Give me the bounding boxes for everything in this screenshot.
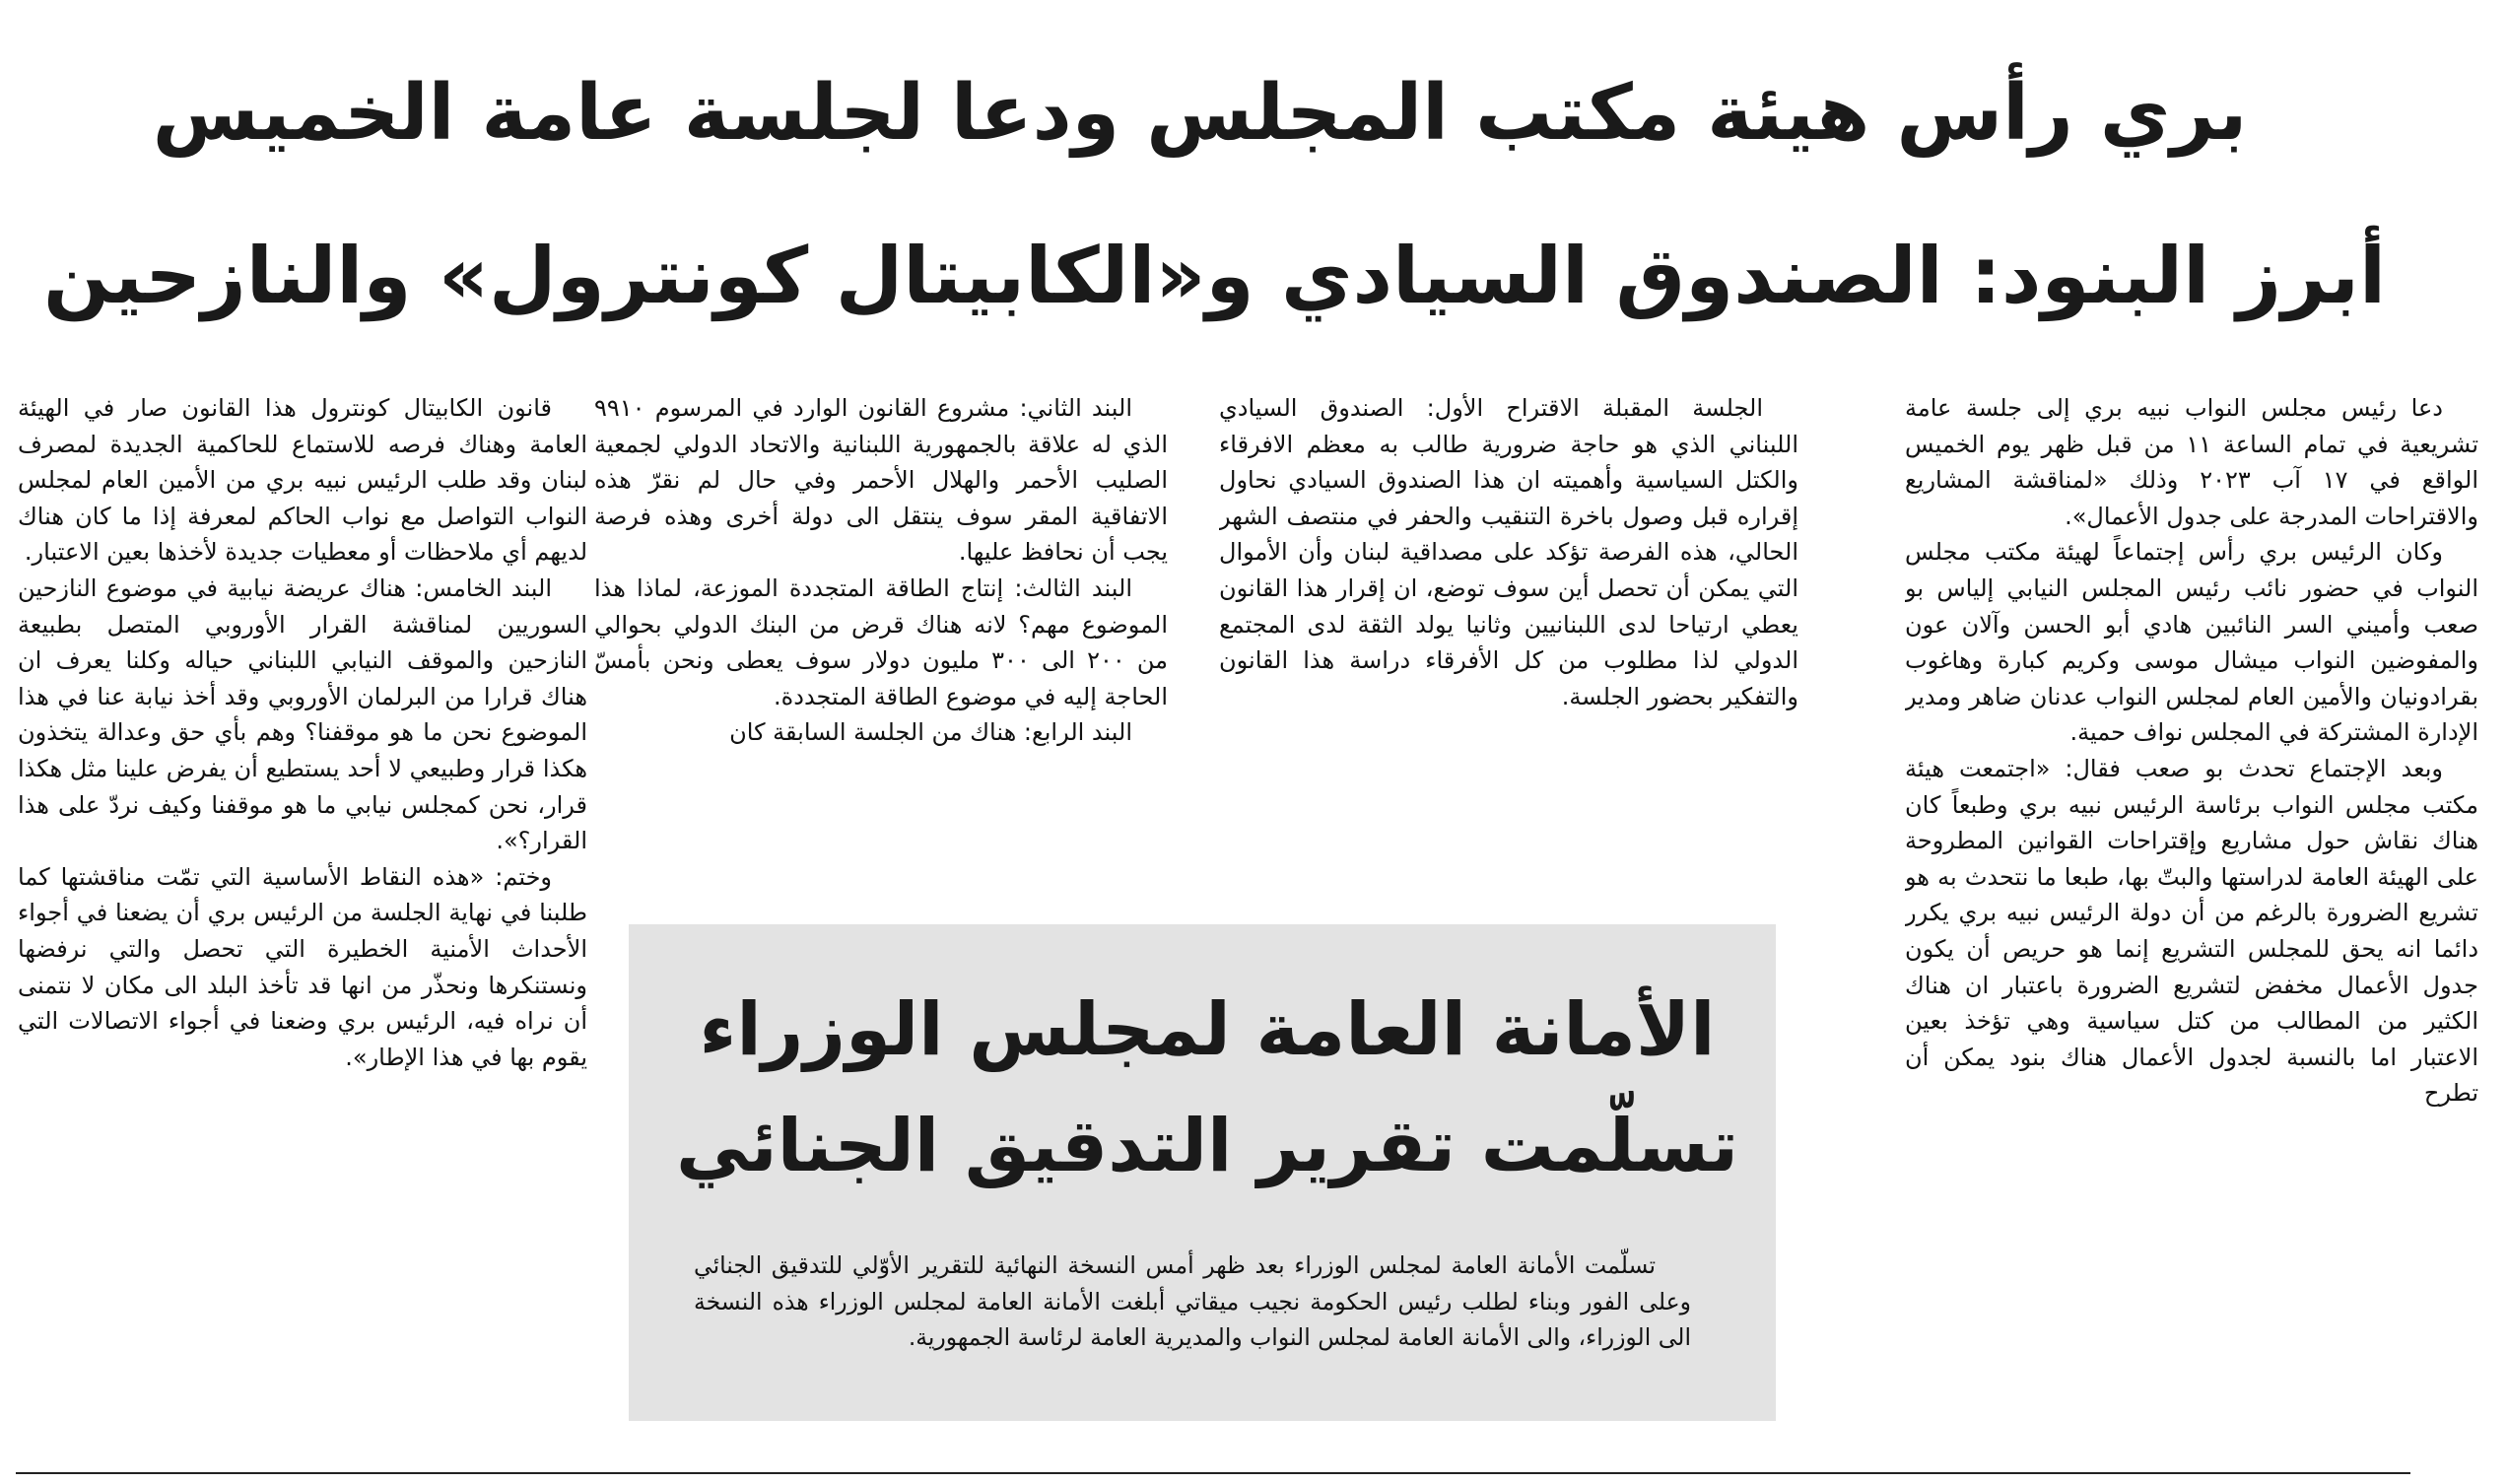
paragraph: وختم: «هذه النقاط الأساسية التي تمّت مناقشتها كما طلبنا في نهاية الجلسة من الرئيس بري أن يضعنا في أجواء الأحداث الأمنية الخطيرة التي تحصل والتي نرفضها ونستنكرها ونحذّر من انها قد تأخذ البلد الى مكان لا نتمنى أن نراه فيه، الرئيس بري وضعنا في أجواء الاتصالات التي يقوم بها في هذا الإطار». — [18, 862, 587, 1071]
bottom-divider — [16, 1472, 2410, 1474]
box-body — [694, 1248, 1691, 1356]
paragraph: الجلسة المقبلة الاقتراح الأول: الصندوق السيادي اللبناني الذي هو حاجة ضرورية طالب به معظم الافرقاء والكتل السياسية وأهميته ان هذا الصندوق السيادي نحاول إقراره قبل وصول باخرة التنقيب والحفر في منتصف الشهر الحالي، هذه الفرصة تؤكد على مصداقية لبنان وأن الأموال التي يمكن أن تحصل أين سوف توضع، ان إقرار هذا القانون يعطي ارتياحا لدى اللبنانيين وثانيا يولد الثقة لدى المجتمع الدولي لذا مطلوب من كل الأفرقاء دراسة هذا القانون والتفكير بحضور الجلسة. — [1219, 394, 1798, 710]
boxed-article — [629, 924, 1776, 1421]
box-headline-line-1: الأمانة العامة لمجلس الوزراء — [699, 987, 1716, 1072]
paragraph: وكان الرئيس بري رأس إجتماعاً لهيئة مكتب مجلس النواب في حضور نائب رئيس المجلس النيابي إلياس بو صعب وأميني السر النائبين هادي أبو الحسن وآلان عون والمفوضين النواب ميشال موسى وكريم كبارة وهاغوب بقرادونيان والأمين العام لمجلس النواب عدنان ضاهر ومدير الإدارة المشتركة في المجلس نواف حمية. — [1905, 538, 2478, 747]
paragraph: البند الثالث: إنتاج الطاقة المتجددة الموزعة، لماذا هذا الموضوع مهم؟ لانه هناك قرض من البنك الدولي بحوالي من ٢٠٠ الى ٣٠٠ مليون دولار سوف يعطى ونحن بأمسّ الحاجة إليه في موضوع الطاقة المتجددة. — [594, 573, 1168, 710]
headline-line-1: بري رأس هيئة مكتب المجلس ودعا لجلسة عامة الخميس — [152, 69, 2248, 158]
paragraph: البند الرابع: هناك من الجلسة السابقة كان — [729, 718, 1132, 747]
paragraph: قانون الكابيتال كونترول هذا القانون صار في الهيئة العامة وهناك فرصه للاستماع للحاكمية الجديدة لمصرف لبنان وقد طلب الرئيس نبيه بري من الأمين العام لمجلس النواب التواصل مع نواب الحاكم لمعرفة إذا ما كان هناك لديهم أي ملاحظات أو معطيات جديدة لأخذها بعين الاعتبار. — [18, 394, 587, 567]
headline-line-2: أبرز البنود: الصندوق السيادي و«الكابيتال كونترول» والنازحين — [42, 231, 2387, 321]
article-column-4 — [18, 390, 587, 1435]
article-column-3 — [594, 390, 1168, 903]
paragraph: تسلّمت الأمانة العامة لمجلس الوزراء بعد ظهر أمس النسخة النهائية للتقرير الأوّلي للتدقيق الجنائي وعلى الفور وبناء لطلب رئيس الحكومة نجيب ميقاتي أبلغت الأمانة العامة لمجلس الوزراء هذه النسخة الى الوزراء، والى الأمانة العامة لمجلس النواب والمديرية العامة لرئاسة الجمهورية. — [694, 1251, 1691, 1352]
paragraph: وبعد الإجتماع تحدث بو صعب فقال: «اجتمعت هيئة مكتب مجلس النواب برئاسة الرئيس نبيه بري وطبعاً كان هناك نقاش حول مشاريع وإقتراحات القوانين المطروحة على الهيئة العامة لدراستها والبتّ بها، طبعا ما نتحدث به هو تشريع الضرورة بالرغم من أن دولة الرئيس نبيه بري يكرر دائما انه يحق للمجلس التشريع إنما هو حريص أن يكون جدول الأعمال مخفض لتشريع الضرورة باعتبار ان هناك الكثير من المطالب من كتل سياسية وهي تؤخذ بعين الاعتبار اما بالنسبة لجدول الأعمال هناك بنود يمكن أن تطرح — [1905, 754, 2478, 1108]
box-headline-line-2: تسلّمت تقرير التدقيق الجنائي — [675, 1104, 1739, 1188]
paragraph: دعا رئيس مجلس النواب نبيه بري إلى جلسة عامة تشريعية في تمام الساعة ١١ من قبل ظهر يوم الخميس الواقع في ١٧ آب ٢٠٢٣ وذلك «لمناقشة المشاريع والاقتراحات المدرجة على جدول الأعمال». — [1905, 394, 2478, 530]
paragraph: البند الثاني: مشروع القانون الوارد في المرسوم ٩٩١٠ الذي له علاقة بالجمهورية اللبنانية والاتحاد الدولي لجمعية الصليب الأحمر والهلال الأحمر وفي حال لم نقرّ هذه الاتفاقية المقر سوف ينتقل الى دولة أخرى وهذه فرصة يجب أن نحافظ عليها. — [594, 394, 1168, 567]
article-column-1 — [1905, 390, 2478, 1435]
paragraph: البند الخامس: هناك عريضة نيابية في موضوع النازحين السوريين لمناقشة القرار الأوروبي المتصل بطبيعة النازحين والموقف النيابي اللبناني حياله وكلنا يعرف ان هناك قرارا من البرلمان الأوروبي وقد أخذ نيابة عنا في هذا الموضوع نحن ما هو موقفنا؟ وهم بأي حق وعدالة يتخذون هكذا قرار وطبيعي لا أحد يستطيع أن يفرض علينا مثل هكذا قرار، نحن كمجلس نيابي ما هو موقفنا وكيف نردّ على هذا القرار؟». — [18, 573, 587, 855]
article-column-2 — [1219, 390, 1798, 903]
